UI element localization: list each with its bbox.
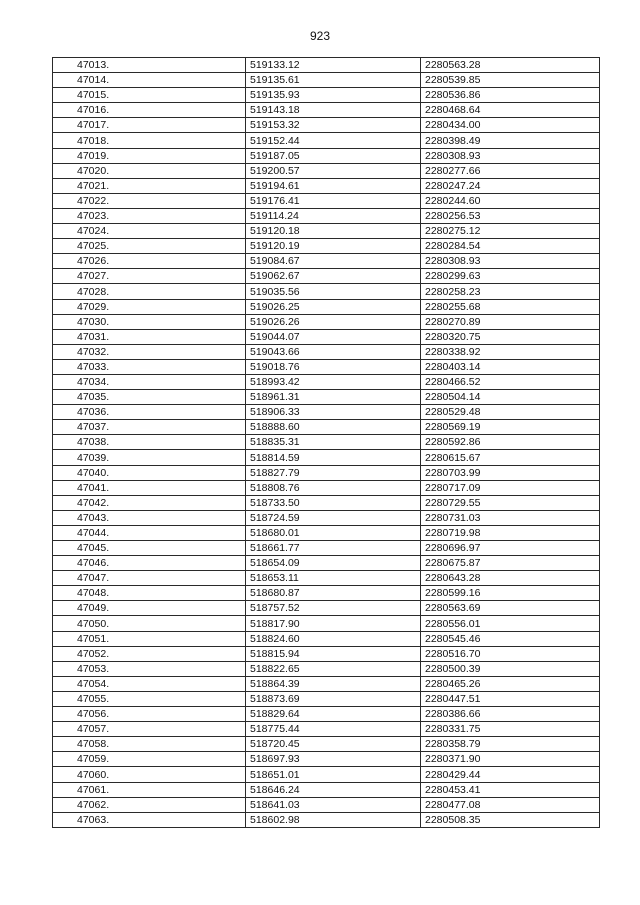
y-coordinate-cell: 2280675.87 xyxy=(421,556,600,571)
y-coordinate-cell: 2280371.90 xyxy=(421,752,600,767)
y-coordinate-cell: 2280320.75 xyxy=(421,329,600,344)
point-number-cell: 47027. xyxy=(53,269,246,284)
y-coordinate-cell: 2280504.14 xyxy=(421,390,600,405)
point-number-cell: 47029. xyxy=(53,299,246,314)
table-row xyxy=(53,586,600,601)
y-coordinate-cell: 2280247.24 xyxy=(421,178,600,193)
y-coordinate-cell: 2280308.93 xyxy=(421,148,600,163)
y-coordinate-cell: 2280599.16 xyxy=(421,586,600,601)
table-row xyxy=(53,103,600,118)
table-row xyxy=(53,224,600,239)
x-coordinate-cell: 518653.11 xyxy=(246,571,421,586)
table-row xyxy=(53,737,600,752)
point-number-cell: 47049. xyxy=(53,601,246,616)
table-row xyxy=(53,601,600,616)
x-coordinate-cell: 518680.87 xyxy=(246,586,421,601)
table-row xyxy=(53,329,600,344)
point-number-cell: 47030. xyxy=(53,314,246,329)
y-coordinate-cell: 2280477.08 xyxy=(421,797,600,812)
y-coordinate-cell: 2280556.01 xyxy=(421,616,600,631)
table-row xyxy=(53,254,600,269)
y-coordinate-cell: 2280703.99 xyxy=(421,465,600,480)
point-number-cell: 47057. xyxy=(53,722,246,737)
y-coordinate-cell: 2280270.89 xyxy=(421,314,600,329)
x-coordinate-cell: 518864.39 xyxy=(246,676,421,691)
x-coordinate-cell: 518824.60 xyxy=(246,631,421,646)
y-coordinate-cell: 2280545.46 xyxy=(421,631,600,646)
y-coordinate-cell: 2280508.35 xyxy=(421,812,600,827)
y-coordinate-cell: 2280447.51 xyxy=(421,691,600,706)
x-coordinate-cell: 519176.41 xyxy=(246,193,421,208)
point-number-cell: 47054. xyxy=(53,676,246,691)
x-coordinate-cell: 519035.56 xyxy=(246,284,421,299)
point-number-cell: 47015. xyxy=(53,88,246,103)
x-coordinate-cell: 518993.42 xyxy=(246,374,421,389)
point-number-cell: 47056. xyxy=(53,707,246,722)
point-number-cell: 47046. xyxy=(53,556,246,571)
x-coordinate-cell: 519143.18 xyxy=(246,103,421,118)
point-number-cell: 47052. xyxy=(53,646,246,661)
table-row xyxy=(53,73,600,88)
x-coordinate-cell: 518873.69 xyxy=(246,691,421,706)
y-coordinate-cell: 2280529.48 xyxy=(421,405,600,420)
point-number-cell: 47026. xyxy=(53,254,246,269)
y-coordinate-cell: 2280258.23 xyxy=(421,284,600,299)
table-row xyxy=(53,525,600,540)
table-row xyxy=(53,359,600,374)
point-number-cell: 47044. xyxy=(53,525,246,540)
point-number-cell: 47061. xyxy=(53,782,246,797)
x-coordinate-cell: 519018.76 xyxy=(246,359,421,374)
table-row xyxy=(53,541,600,556)
y-coordinate-cell: 2280615.67 xyxy=(421,450,600,465)
point-number-cell: 47020. xyxy=(53,163,246,178)
table-row xyxy=(53,797,600,812)
y-coordinate-cell: 2280453.41 xyxy=(421,782,600,797)
x-coordinate-cell: 518661.77 xyxy=(246,541,421,556)
x-coordinate-cell: 518724.59 xyxy=(246,510,421,525)
point-number-cell: 47050. xyxy=(53,616,246,631)
point-number-cell: 47042. xyxy=(53,495,246,510)
point-number-cell: 47036. xyxy=(53,405,246,420)
x-coordinate-cell: 519135.93 xyxy=(246,88,421,103)
y-coordinate-cell: 2280563.28 xyxy=(421,58,600,73)
point-number-cell: 47021. xyxy=(53,178,246,193)
y-coordinate-cell: 2280358.79 xyxy=(421,737,600,752)
point-number-cell: 47023. xyxy=(53,208,246,223)
x-coordinate-cell: 519133.12 xyxy=(246,58,421,73)
table-row xyxy=(53,344,600,359)
table-row xyxy=(53,178,600,193)
table-row xyxy=(53,163,600,178)
x-coordinate-cell: 518733.50 xyxy=(246,495,421,510)
x-coordinate-cell: 518961.31 xyxy=(246,390,421,405)
y-coordinate-cell: 2280696.97 xyxy=(421,541,600,556)
x-coordinate-cell: 518641.03 xyxy=(246,797,421,812)
point-number-cell: 47019. xyxy=(53,148,246,163)
table-row xyxy=(53,374,600,389)
x-coordinate-cell: 519152.44 xyxy=(246,133,421,148)
page-number: 923 xyxy=(309,29,331,43)
point-number-cell: 47039. xyxy=(53,450,246,465)
x-coordinate-cell: 519043.66 xyxy=(246,344,421,359)
y-coordinate-cell: 2280386.66 xyxy=(421,707,600,722)
point-number-cell: 47022. xyxy=(53,193,246,208)
point-number-cell: 47018. xyxy=(53,133,246,148)
table-row xyxy=(53,495,600,510)
point-number-cell: 47058. xyxy=(53,737,246,752)
table-row xyxy=(53,556,600,571)
point-number-cell: 47060. xyxy=(53,767,246,782)
table-row xyxy=(53,480,600,495)
x-coordinate-cell: 519084.67 xyxy=(246,254,421,269)
y-coordinate-cell: 2280563.69 xyxy=(421,601,600,616)
table-row xyxy=(53,269,600,284)
y-coordinate-cell: 2280434.00 xyxy=(421,118,600,133)
y-coordinate-cell: 2280256.53 xyxy=(421,208,600,223)
table-row xyxy=(53,118,600,133)
x-coordinate-cell: 519120.18 xyxy=(246,224,421,239)
x-coordinate-cell: 518822.65 xyxy=(246,661,421,676)
point-number-cell: 47063. xyxy=(53,812,246,827)
y-coordinate-cell: 2280277.66 xyxy=(421,163,600,178)
point-number-cell: 47034. xyxy=(53,374,246,389)
x-coordinate-cell: 518835.31 xyxy=(246,435,421,450)
x-coordinate-cell: 518775.44 xyxy=(246,722,421,737)
point-number-cell: 47035. xyxy=(53,390,246,405)
table-row xyxy=(53,631,600,646)
point-number-cell: 47017. xyxy=(53,118,246,133)
x-coordinate-cell: 518602.98 xyxy=(246,812,421,827)
x-coordinate-cell: 519026.26 xyxy=(246,314,421,329)
point-number-cell: 47045. xyxy=(53,541,246,556)
x-coordinate-cell: 518817.90 xyxy=(246,616,421,631)
table-row xyxy=(53,752,600,767)
y-coordinate-cell: 2280275.12 xyxy=(421,224,600,239)
y-coordinate-cell: 2280403.14 xyxy=(421,359,600,374)
point-number-cell: 47055. xyxy=(53,691,246,706)
point-number-cell: 47013. xyxy=(53,58,246,73)
x-coordinate-cell: 518906.33 xyxy=(246,405,421,420)
point-number-cell: 47037. xyxy=(53,420,246,435)
table-row xyxy=(53,390,600,405)
y-coordinate-cell: 2280299.63 xyxy=(421,269,600,284)
table-row xyxy=(53,450,600,465)
x-coordinate-cell: 519135.61 xyxy=(246,73,421,88)
point-number-cell: 47059. xyxy=(53,752,246,767)
point-number-cell: 47062. xyxy=(53,797,246,812)
y-coordinate-cell: 2280244.60 xyxy=(421,193,600,208)
y-coordinate-cell: 2280500.39 xyxy=(421,661,600,676)
y-coordinate-cell: 2280643.28 xyxy=(421,571,600,586)
table-row xyxy=(53,707,600,722)
point-number-cell: 47041. xyxy=(53,480,246,495)
y-coordinate-cell: 2280468.64 xyxy=(421,103,600,118)
y-coordinate-cell: 2280592.86 xyxy=(421,435,600,450)
table-row xyxy=(53,676,600,691)
table-row xyxy=(53,405,600,420)
table-row xyxy=(53,148,600,163)
x-coordinate-cell: 518808.76 xyxy=(246,480,421,495)
point-number-cell: 47051. xyxy=(53,631,246,646)
table-row xyxy=(53,88,600,103)
y-coordinate-cell: 2280398.49 xyxy=(421,133,600,148)
point-number-cell: 47024. xyxy=(53,224,246,239)
x-coordinate-cell: 519120.19 xyxy=(246,239,421,254)
point-number-cell: 47040. xyxy=(53,465,246,480)
y-coordinate-cell: 2280539.85 xyxy=(421,73,600,88)
y-coordinate-cell: 2280719.98 xyxy=(421,525,600,540)
table-row xyxy=(53,510,600,525)
x-coordinate-cell: 519187.05 xyxy=(246,148,421,163)
point-number-cell: 47033. xyxy=(53,359,246,374)
x-coordinate-cell: 519062.67 xyxy=(246,269,421,284)
y-coordinate-cell: 2280516.70 xyxy=(421,646,600,661)
table-row xyxy=(53,193,600,208)
table-row xyxy=(53,571,600,586)
table-row xyxy=(53,420,600,435)
x-coordinate-cell: 518651.01 xyxy=(246,767,421,782)
y-coordinate-cell: 2280717.09 xyxy=(421,480,600,495)
y-coordinate-cell: 2280466.52 xyxy=(421,374,600,389)
y-coordinate-cell: 2280569.19 xyxy=(421,420,600,435)
x-coordinate-cell: 519044.07 xyxy=(246,329,421,344)
table-row xyxy=(53,767,600,782)
table-row xyxy=(53,208,600,223)
table-row xyxy=(53,58,600,73)
table-row xyxy=(53,812,600,827)
x-coordinate-cell: 518829.64 xyxy=(246,707,421,722)
table-row xyxy=(53,782,600,797)
point-number-cell: 47038. xyxy=(53,435,246,450)
table-row xyxy=(53,691,600,706)
point-number-cell: 47014. xyxy=(53,73,246,88)
y-coordinate-cell: 2280338.92 xyxy=(421,344,600,359)
coordinates-table xyxy=(52,57,600,828)
point-number-cell: 47043. xyxy=(53,510,246,525)
point-number-cell: 47025. xyxy=(53,239,246,254)
y-coordinate-cell: 2280731.03 xyxy=(421,510,600,525)
y-coordinate-cell: 2280465.26 xyxy=(421,676,600,691)
y-coordinate-cell: 2280284.54 xyxy=(421,239,600,254)
x-coordinate-cell: 518646.24 xyxy=(246,782,421,797)
y-coordinate-cell: 2280255.68 xyxy=(421,299,600,314)
y-coordinate-cell: 2280429.44 xyxy=(421,767,600,782)
point-number-cell: 47032. xyxy=(53,344,246,359)
point-number-cell: 47048. xyxy=(53,586,246,601)
table-row xyxy=(53,435,600,450)
y-coordinate-cell: 2280331.75 xyxy=(421,722,600,737)
x-coordinate-cell: 518827.79 xyxy=(246,465,421,480)
point-number-cell: 47047. xyxy=(53,571,246,586)
table-row xyxy=(53,722,600,737)
table-row xyxy=(53,661,600,676)
x-coordinate-cell: 518720.45 xyxy=(246,737,421,752)
x-coordinate-cell: 519194.61 xyxy=(246,178,421,193)
table-row xyxy=(53,284,600,299)
x-coordinate-cell: 518888.60 xyxy=(246,420,421,435)
table-row xyxy=(53,465,600,480)
y-coordinate-cell: 2280729.55 xyxy=(421,495,600,510)
point-number-cell: 47053. xyxy=(53,661,246,676)
x-coordinate-cell: 519153.32 xyxy=(246,118,421,133)
y-coordinate-cell: 2280536.86 xyxy=(421,88,600,103)
coordinates-table-body xyxy=(53,58,600,828)
table-row xyxy=(53,646,600,661)
x-coordinate-cell: 519114.24 xyxy=(246,208,421,223)
x-coordinate-cell: 518680.01 xyxy=(246,525,421,540)
point-number-cell: 47028. xyxy=(53,284,246,299)
x-coordinate-cell: 518654.09 xyxy=(246,556,421,571)
point-number-cell: 47031. xyxy=(53,329,246,344)
table-row xyxy=(53,299,600,314)
x-coordinate-cell: 519200.57 xyxy=(246,163,421,178)
x-coordinate-cell: 518815.94 xyxy=(246,646,421,661)
x-coordinate-cell: 518757.52 xyxy=(246,601,421,616)
x-coordinate-cell: 518814.59 xyxy=(246,450,421,465)
y-coordinate-cell: 2280308.93 xyxy=(421,254,600,269)
table-row xyxy=(53,133,600,148)
table-row xyxy=(53,616,600,631)
x-coordinate-cell: 519026.25 xyxy=(246,299,421,314)
table-row xyxy=(53,239,600,254)
table-row xyxy=(53,314,600,329)
point-number-cell: 47016. xyxy=(53,103,246,118)
x-coordinate-cell: 518697.93 xyxy=(246,752,421,767)
